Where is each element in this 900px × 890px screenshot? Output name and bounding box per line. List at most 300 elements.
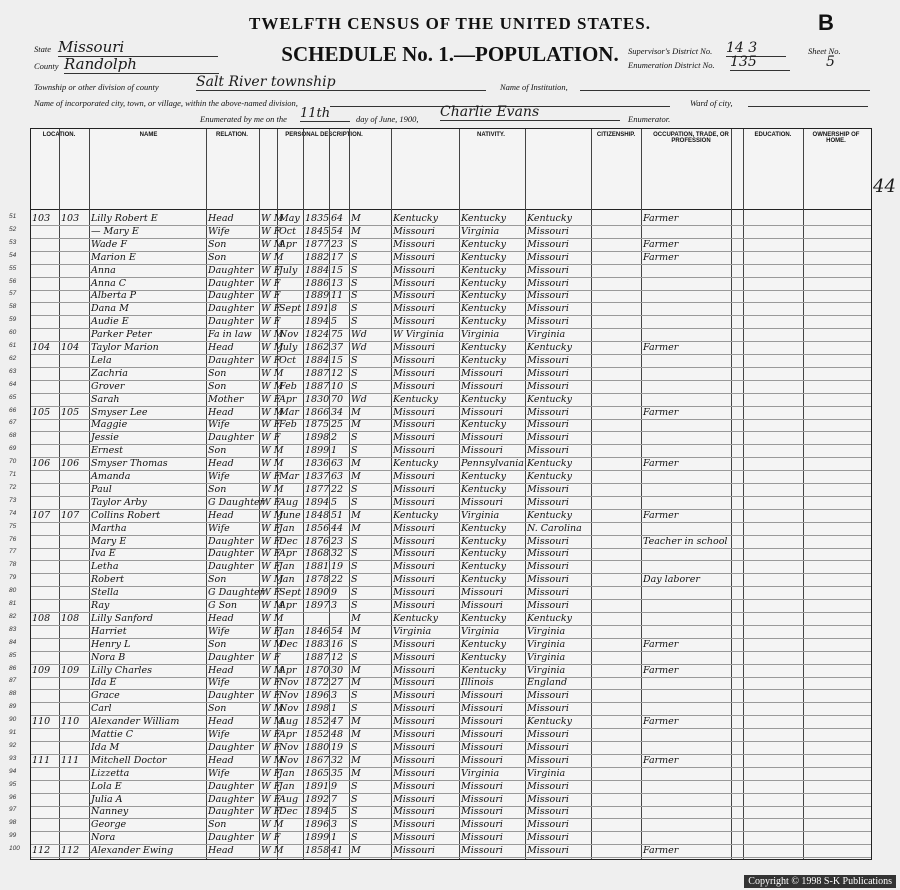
cell-fam: 106 <box>61 458 80 470</box>
cell-month: Oct <box>279 354 296 366</box>
table-row <box>9 574 871 587</box>
cell-year: 1891 <box>305 780 330 792</box>
line-number: 98 <box>9 819 17 827</box>
line-number: 93 <box>9 754 17 762</box>
cell-sex: W M <box>261 406 284 418</box>
cell-mar: M <box>351 225 361 237</box>
cell-mbirth: Missouri <box>527 251 569 263</box>
cell-mbirth: Missouri <box>527 277 569 289</box>
cell-year: 1899 <box>305 445 330 457</box>
cell-month: Mar <box>279 406 299 418</box>
cell-mbirth: Missouri <box>527 354 569 366</box>
line-number: 62 <box>9 354 17 362</box>
cell-year: 1890 <box>305 587 330 599</box>
cell-rel: Daughter <box>208 651 254 663</box>
cell-name: Mitchell Doctor <box>91 754 167 766</box>
cell-rel: Wife <box>208 522 230 534</box>
cell-birth: Missouri <box>393 483 435 495</box>
cell-age: 63 <box>331 458 344 470</box>
cell-mar: S <box>351 741 358 753</box>
cell-year: 1852 <box>305 729 330 740</box>
cell-mar: S <box>351 806 358 818</box>
cell-fbirth: Missouri <box>461 496 503 508</box>
cell-sex: W M <box>261 445 284 457</box>
cell-rel: Daughter <box>208 432 254 444</box>
cell-birth: Missouri <box>393 806 435 818</box>
cell-mbirth: Missouri <box>527 587 569 599</box>
cell-age: 19 <box>331 741 344 753</box>
cell-year: 1894 <box>305 496 330 508</box>
line-number: 72 <box>9 483 17 491</box>
cell-birth: Missouri <box>393 471 435 482</box>
table-row <box>9 225 871 239</box>
cell-occ: Farmer <box>643 238 679 250</box>
cell-year: 1884 <box>305 264 330 276</box>
occupation-group-label: OCCUPATION, TRADE, OR PROFESSION <box>653 132 729 144</box>
cell-month: Jan <box>279 574 295 586</box>
cell-name: Zachria <box>91 367 128 379</box>
cell-age: 3 <box>331 690 338 702</box>
cell-rel: Head <box>208 458 234 470</box>
cell-birth: Missouri <box>393 703 435 715</box>
cell-mbirth: Missouri <box>527 238 569 250</box>
cell-fbirth: Kentucky <box>461 638 506 650</box>
line-number: 71 <box>9 471 17 478</box>
table-row <box>9 277 871 291</box>
cell-fbirth: Virginia <box>461 225 500 237</box>
table-row <box>9 419 871 432</box>
cell-mbirth: Virginia <box>527 329 566 341</box>
cell-name: Alexander William <box>91 716 180 728</box>
cell-month: Apr <box>279 729 297 740</box>
cell-occ: Teacher in school <box>643 535 728 547</box>
cell-birth: Missouri <box>393 587 435 599</box>
cell-sex: W F <box>261 587 281 599</box>
table-row <box>9 677 871 690</box>
cell-rel: Son <box>208 251 227 263</box>
line-number: 89 <box>9 703 17 711</box>
cell-dw: 103 <box>32 213 51 224</box>
cell-age: 48 <box>331 729 344 740</box>
cell-sex: W F <box>261 806 281 818</box>
line-number: 80 <box>9 587 17 595</box>
cell-age: 23 <box>331 535 344 547</box>
cell-mar: M <box>351 664 361 676</box>
cell-age: 9 <box>331 587 338 599</box>
cell-rel: Daughter <box>208 316 254 328</box>
cell-rel: Daughter <box>208 793 254 805</box>
cell-name: Lilly Robert E <box>91 213 158 224</box>
cell-fbirth: Missouri <box>461 445 503 457</box>
cell-mar: S <box>351 587 358 599</box>
line-number: 66 <box>9 406 17 414</box>
line-number: 100 <box>9 845 20 853</box>
cell-sex: W M <box>261 329 284 341</box>
cell-mar: S <box>351 277 358 289</box>
cell-rel: G Daughter <box>208 496 265 508</box>
cell-rel: Daughter <box>208 548 254 560</box>
cell-fbirth: Missouri <box>461 703 503 715</box>
cell-mbirth: Virginia <box>527 651 566 663</box>
cell-birth: Missouri <box>393 290 435 302</box>
cell-name: — Mary E <box>91 225 139 237</box>
cell-birth: Missouri <box>393 767 435 779</box>
cell-fbirth: Kentucky <box>461 354 506 366</box>
line-number: 99 <box>9 832 17 840</box>
table-row <box>9 832 871 845</box>
cell-sex: W M <box>261 380 284 392</box>
cell-sex: W F <box>261 767 281 779</box>
cell-mar: Wd <box>351 393 367 405</box>
cell-mar: S <box>351 638 358 650</box>
cell-fbirth: Kentucky <box>461 303 506 315</box>
cell-sex: W F <box>261 832 281 844</box>
table-row <box>9 806 871 819</box>
cell-mar: M <box>351 471 361 482</box>
cell-birth: Missouri <box>393 819 435 831</box>
cell-birth: Missouri <box>393 316 435 328</box>
line-number: 81 <box>9 600 17 607</box>
table-row <box>9 471 871 484</box>
table-row <box>9 729 871 742</box>
table-row <box>9 329 871 342</box>
cell-age: 17 <box>331 251 344 263</box>
cell-birth: Missouri <box>393 548 435 560</box>
nativity-group-label: NATIVITY. <box>477 132 505 138</box>
cell-mbirth: Missouri <box>527 483 569 495</box>
cell-fam: 107 <box>61 509 80 521</box>
cell-year: 1836 <box>305 458 330 470</box>
cell-sex: W M <box>261 819 284 831</box>
cell-rel: Son <box>208 638 227 650</box>
cell-sex: W F <box>261 522 281 534</box>
line-number: 52 <box>9 225 17 233</box>
table-row <box>9 819 871 832</box>
cell-mbirth: Missouri <box>527 819 569 831</box>
county-label: County <box>34 61 59 71</box>
cell-rel: Head <box>208 664 234 676</box>
cell-mbirth: Missouri <box>527 845 569 857</box>
line-number: 58 <box>9 303 17 311</box>
cell-sex: W F <box>261 625 281 637</box>
cell-birth: Virginia <box>393 625 432 637</box>
line-number: 70 <box>9 458 17 466</box>
cell-fam: 108 <box>61 612 80 624</box>
cell-fbirth: Virginia <box>461 509 500 521</box>
county-value: Randolph <box>64 55 219 74</box>
cell-occ: Day laborer <box>643 574 700 586</box>
cell-mar: S <box>351 264 358 276</box>
line-number: 85 <box>9 651 17 659</box>
cell-age: 44 <box>331 522 344 534</box>
cell-name: Alberta P <box>91 290 137 302</box>
cell-rel: Head <box>208 213 234 224</box>
cell-fbirth: Kentucky <box>461 264 506 276</box>
cell-birth: Missouri <box>393 793 435 805</box>
line-number: 63 <box>9 367 17 375</box>
supervisor-label: Supervisor's District No. <box>628 46 713 56</box>
cell-mar: S <box>351 251 358 263</box>
cell-fbirth: Missouri <box>461 741 503 753</box>
cell-birth: Missouri <box>393 303 435 315</box>
cell-name: Alexander Ewing <box>91 845 174 857</box>
cell-birth: Missouri <box>393 535 435 547</box>
cell-mar: S <box>351 380 358 392</box>
cell-rel: Wife <box>208 625 230 637</box>
cell-birth: Missouri <box>393 638 435 650</box>
location-group-label: LOCATION. <box>42 132 76 138</box>
ward-line <box>748 106 868 107</box>
cell-fbirth: Kentucky <box>461 651 506 663</box>
table-row <box>9 458 871 471</box>
cell-sex: W F <box>261 225 281 237</box>
cell-fbirth: Missouri <box>461 367 503 379</box>
cell-name: Audie E <box>91 316 129 328</box>
cell-month: Jan <box>279 767 295 779</box>
cell-fam: 105 <box>61 406 80 418</box>
cell-name: Grover <box>91 380 125 392</box>
cell-fbirth: Kentucky <box>461 612 506 624</box>
cell-year: 1858 <box>305 845 330 857</box>
cell-sex: W F <box>261 471 281 482</box>
cell-rel: Daughter <box>208 354 254 366</box>
cell-birth: Kentucky <box>393 393 438 405</box>
cell-year: 1896 <box>305 819 330 831</box>
cell-dw: 109 <box>32 664 51 676</box>
cell-mar: S <box>351 561 358 573</box>
state-value: Missouri <box>58 38 218 57</box>
cell-year: 1892 <box>305 793 330 805</box>
cell-sex: W F <box>261 496 281 508</box>
cell-sex: W M <box>261 238 284 250</box>
cell-birth: Missouri <box>393 432 435 444</box>
cell-year: 1887 <box>305 380 330 392</box>
cell-age: 15 <box>331 354 344 366</box>
table-row <box>9 290 871 303</box>
cell-mar: S <box>351 651 358 663</box>
cell-mar: Wd <box>351 329 367 341</box>
cell-year: 1897 <box>305 600 330 611</box>
cell-age: 16 <box>331 638 344 650</box>
cell-sex: W F <box>261 651 281 663</box>
table-row <box>9 367 871 381</box>
cell-sex: W M <box>261 703 284 715</box>
cell-fbirth: Virginia <box>461 625 500 637</box>
cell-name: Ida E <box>91 677 117 689</box>
cell-fbirth: Kentucky <box>461 561 506 573</box>
cell-mar: M <box>351 458 361 470</box>
cell-rel: Son <box>208 574 227 586</box>
cell-fbirth: Kentucky <box>461 238 506 250</box>
cell-month: Oct <box>279 225 296 237</box>
cell-dw: 112 <box>32 845 51 857</box>
cell-name: Ernest <box>91 445 123 457</box>
cell-mbirth: Kentucky <box>527 612 572 624</box>
cell-fbirth: Kentucky <box>461 251 506 263</box>
line-number: 56 <box>9 277 17 285</box>
cell-name: Taylor Arby <box>91 496 147 508</box>
enumerated-label: Enumerated by me on the <box>200 114 287 124</box>
cell-mbirth: Missouri <box>527 535 569 547</box>
cell-rel: Daughter <box>208 277 254 289</box>
cell-sex: W F <box>261 264 281 276</box>
township-label: Township or other division of county <box>34 82 159 92</box>
cell-rel: G Son <box>208 600 237 611</box>
cell-age: 25 <box>331 419 344 431</box>
line-number: 73 <box>9 496 17 504</box>
cell-fbirth: Missouri <box>461 432 503 444</box>
line-number: 64 <box>9 380 17 388</box>
cell-birth: Missouri <box>393 406 435 418</box>
cell-fbirth: Kentucky <box>461 522 506 534</box>
cell-mbirth: Missouri <box>527 419 569 431</box>
line-number: 51 <box>9 213 17 220</box>
line-number: 78 <box>9 561 17 569</box>
cell-fbirth: Missouri <box>461 406 503 418</box>
cell-name: Grace <box>91 690 120 702</box>
cell-rel: Fa in law <box>208 329 252 341</box>
cell-name: Taylor Marion <box>91 342 159 353</box>
cell-mbirth: Kentucky <box>527 393 572 405</box>
cell-year: 1883 <box>305 638 330 650</box>
cell-birth: Missouri <box>393 380 435 392</box>
line-number: 90 <box>9 716 17 724</box>
cell-mbirth: Missouri <box>527 561 569 573</box>
cell-month: Nov <box>279 703 299 715</box>
cell-age: 22 <box>331 483 344 495</box>
line-number: 88 <box>9 690 17 698</box>
cell-rel: Son <box>208 819 227 831</box>
cell-rel: Daughter <box>208 806 254 818</box>
line-number: 95 <box>9 780 17 788</box>
line-number: 91 <box>9 729 17 736</box>
cell-fbirth: Kentucky <box>461 471 506 482</box>
cell-year: 1875 <box>305 419 330 431</box>
line-number: 59 <box>9 316 17 324</box>
cell-mar: S <box>351 432 358 444</box>
cell-fbirth: Illinois <box>461 677 494 689</box>
cell-birth: Missouri <box>393 561 435 573</box>
month-text: day of June, 1900, <box>356 114 419 124</box>
cell-month: May <box>279 213 300 224</box>
cell-fam: 111 <box>61 754 80 766</box>
cell-mar: S <box>351 354 358 366</box>
cell-mbirth: Missouri <box>527 225 569 237</box>
cell-mbirth: Kentucky <box>527 509 572 521</box>
cell-birth: Missouri <box>393 677 435 689</box>
cell-rel: Head <box>208 342 234 353</box>
cell-rel: Wife <box>208 225 230 237</box>
cell-age: 32 <box>331 754 344 766</box>
cell-year: 1846 <box>305 625 330 637</box>
cell-year: 1878 <box>305 574 330 586</box>
cell-age: 1 <box>331 445 338 457</box>
cell-mbirth: Missouri <box>527 406 569 418</box>
table-row <box>9 303 871 316</box>
cell-name: Amanda <box>91 471 131 482</box>
cell-mar: M <box>351 612 361 624</box>
cell-mbirth: Missouri <box>527 690 569 702</box>
cell-mar: S <box>351 832 358 844</box>
cell-age: 54 <box>331 225 344 237</box>
day-value: 11th <box>300 106 350 122</box>
education-group-label: EDUCATION. <box>754 132 792 138</box>
cell-sex: W M <box>261 342 284 353</box>
state-label: State <box>34 44 51 54</box>
cell-fbirth: Kentucky <box>461 483 506 495</box>
cell-mbirth: Missouri <box>527 367 569 379</box>
cell-month: July <box>279 264 298 276</box>
cell-sex: W M <box>261 600 284 611</box>
cell-fbirth: Missouri <box>461 600 503 611</box>
cell-mar: Wd <box>351 342 367 353</box>
table-row <box>9 445 871 458</box>
cell-rel: Wife <box>208 729 230 740</box>
line-number: 87 <box>9 677 17 685</box>
cell-dw: 108 <box>32 612 51 624</box>
cell-age: 34 <box>331 406 344 418</box>
cell-month: Jan <box>279 561 295 573</box>
name-group-label: NAME <box>139 132 158 138</box>
cell-fbirth: Kentucky <box>461 393 506 405</box>
cell-name: Sarah <box>91 393 120 405</box>
cell-mbirth: Virginia <box>527 767 566 779</box>
cell-fbirth: Missouri <box>461 380 503 392</box>
line-number: 79 <box>9 574 17 582</box>
cell-name: Lilly Charles <box>91 664 152 676</box>
table-row <box>9 432 871 445</box>
cell-sex: W M <box>261 754 284 766</box>
cell-age: 1 <box>331 703 338 715</box>
cell-mar: M <box>351 845 361 857</box>
cell-age: 12 <box>331 651 344 663</box>
cell-sex: W M <box>261 509 284 521</box>
cell-birth: Missouri <box>393 690 435 702</box>
line-number: 68 <box>9 432 17 440</box>
cell-mbirth: Missouri <box>527 432 569 444</box>
cell-name: Wade F <box>91 238 127 250</box>
cell-sex: W F <box>261 303 281 315</box>
cell-occ: Farmer <box>643 458 679 470</box>
line-number: 82 <box>9 612 17 620</box>
table-row <box>9 483 871 497</box>
cell-age: 35 <box>331 767 344 779</box>
cell-mbirth: N. Carolina <box>527 522 582 534</box>
cell-age: 70 <box>331 393 344 405</box>
cell-rel: Daughter <box>208 690 254 702</box>
cell-name: Parker Peter <box>91 329 152 341</box>
cell-year: 1876 <box>305 535 330 547</box>
cell-age: 22 <box>331 574 344 586</box>
cell-sex: W M <box>261 483 284 495</box>
cell-age: 9 <box>331 780 338 792</box>
cell-birth: Missouri <box>393 716 435 728</box>
cell-fbirth: Missouri <box>461 793 503 805</box>
cell-birth: Missouri <box>393 651 435 663</box>
cell-month: July <box>279 342 298 353</box>
cell-birth: Missouri <box>393 780 435 792</box>
table-row <box>9 754 871 768</box>
cell-fbirth: Missouri <box>461 780 503 792</box>
cell-name: Carl <box>91 703 112 715</box>
cell-mbirth: Virginia <box>527 664 566 676</box>
cell-year: 1889 <box>305 290 330 302</box>
cell-rel: Head <box>208 406 234 418</box>
line-number: 54 <box>9 251 17 259</box>
cell-dw: 107 <box>32 509 51 521</box>
table-row <box>9 354 871 368</box>
cell-mbirth: Kentucky <box>527 716 572 728</box>
